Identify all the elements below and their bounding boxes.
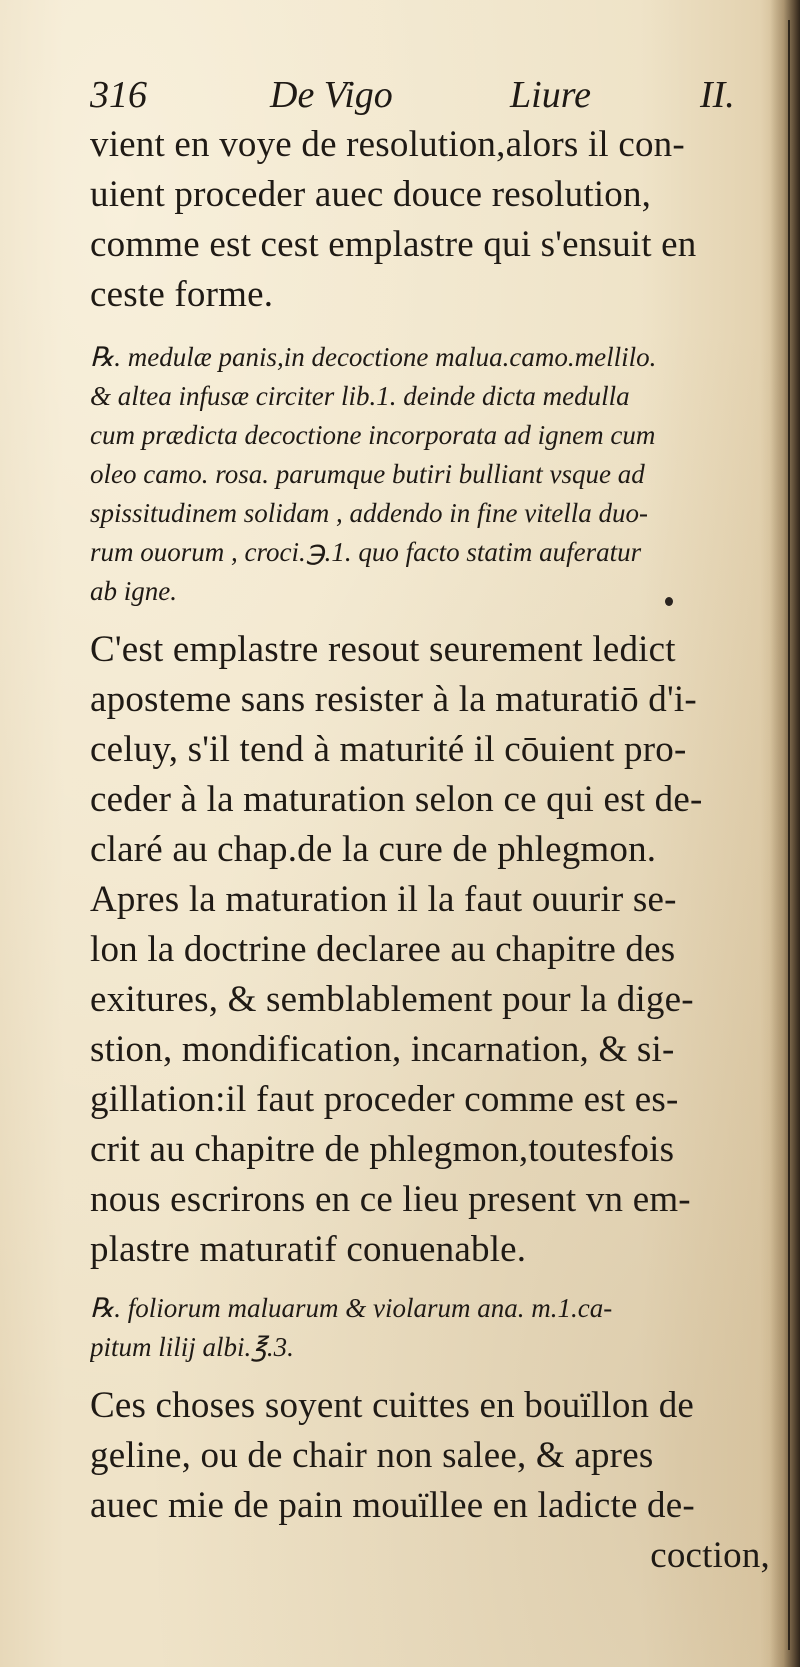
text-line: Apres la maturation il la faut ouurir se- xyxy=(90,879,677,920)
recipe-line: ℞. medulæ panis,in decoctione malua.camo.mellilo. xyxy=(90,342,657,372)
recipe-line: cum prædicta decoctione incorporata ad ignem cum xyxy=(90,420,656,450)
text-line: celuy, s'il tend à maturité il cōuient pro- xyxy=(90,729,687,770)
text-line: exitures, & semblablement pour la dige- xyxy=(90,979,694,1020)
recipe-2 xyxy=(90,1289,780,1367)
recipe-line: ℞. foliorum maluarum & violarum ana. m.1.ca- xyxy=(90,1293,613,1323)
text-line: plastre maturatif conuenable. xyxy=(90,1229,527,1270)
text-line: crit au chapitre de phlegmon,toutesfois xyxy=(90,1129,675,1170)
text-line: nous escrirons en ce lieu present vn em- xyxy=(90,1179,691,1220)
text-line: claré au chap.de la cure de phlegmon. xyxy=(90,829,657,870)
text-line: vient en voye de resolution,alors il con- xyxy=(90,124,685,165)
text-line: geline, ou de chair non salee, & apres xyxy=(90,1435,654,1476)
text-line: stion, mondification, incarnation, & si- xyxy=(90,1029,675,1070)
page-number: 316 xyxy=(90,74,147,116)
page-text xyxy=(90,70,780,1581)
text-line: uient proceder auec douce resolution, xyxy=(90,174,652,215)
recipe-line: oleo camo. rosa. parumque butiri bulliant vsque ad xyxy=(90,459,645,489)
paragraph-2 xyxy=(90,625,780,1275)
text-line: comme est cest emplastre qui s'ensuit en xyxy=(90,224,697,265)
text-line: C'est emplastre resout seurement ledict xyxy=(90,629,676,670)
text-line: aposteme sans resister à la maturatiō d'i- xyxy=(90,679,697,720)
header-book-number: II. xyxy=(700,74,735,116)
recipe-line: rum ouorum , croci.℈.1. quo facto statim auferatur xyxy=(90,537,642,567)
text-line: ceder à la maturation selon ce qui est de- xyxy=(90,779,703,820)
binding-edge xyxy=(788,20,790,1650)
text-line: lon la doctrine declaree au chapitre des xyxy=(90,929,676,970)
header-book: Liure xyxy=(510,74,591,116)
recipe-1 xyxy=(90,338,780,611)
catchword: coction, xyxy=(650,1535,770,1576)
text-line: ceste forme. xyxy=(90,274,274,315)
text-line: Ces choses soyent cuittes en bouïllon de xyxy=(90,1385,695,1426)
recipe-line: spissitudinem solidam , addendo in fine vitella duo- xyxy=(90,498,648,528)
text-line: gillation:il faut proceder comme est es- xyxy=(90,1079,679,1120)
recipe-line: & altea infusæ circiter lib.1. deinde dicta medulla xyxy=(90,381,630,411)
recipe-line: ab igne. xyxy=(90,576,177,606)
paragraph-1 xyxy=(90,120,780,320)
recipe-line: pitum lilij albi.℥.3. xyxy=(90,1332,294,1362)
running-header xyxy=(90,70,780,120)
paragraph-3 xyxy=(90,1381,780,1581)
header-title: De Vigo xyxy=(270,74,393,116)
text-line: auec mie de pain mouïllee en ladicte de- xyxy=(90,1485,695,1526)
